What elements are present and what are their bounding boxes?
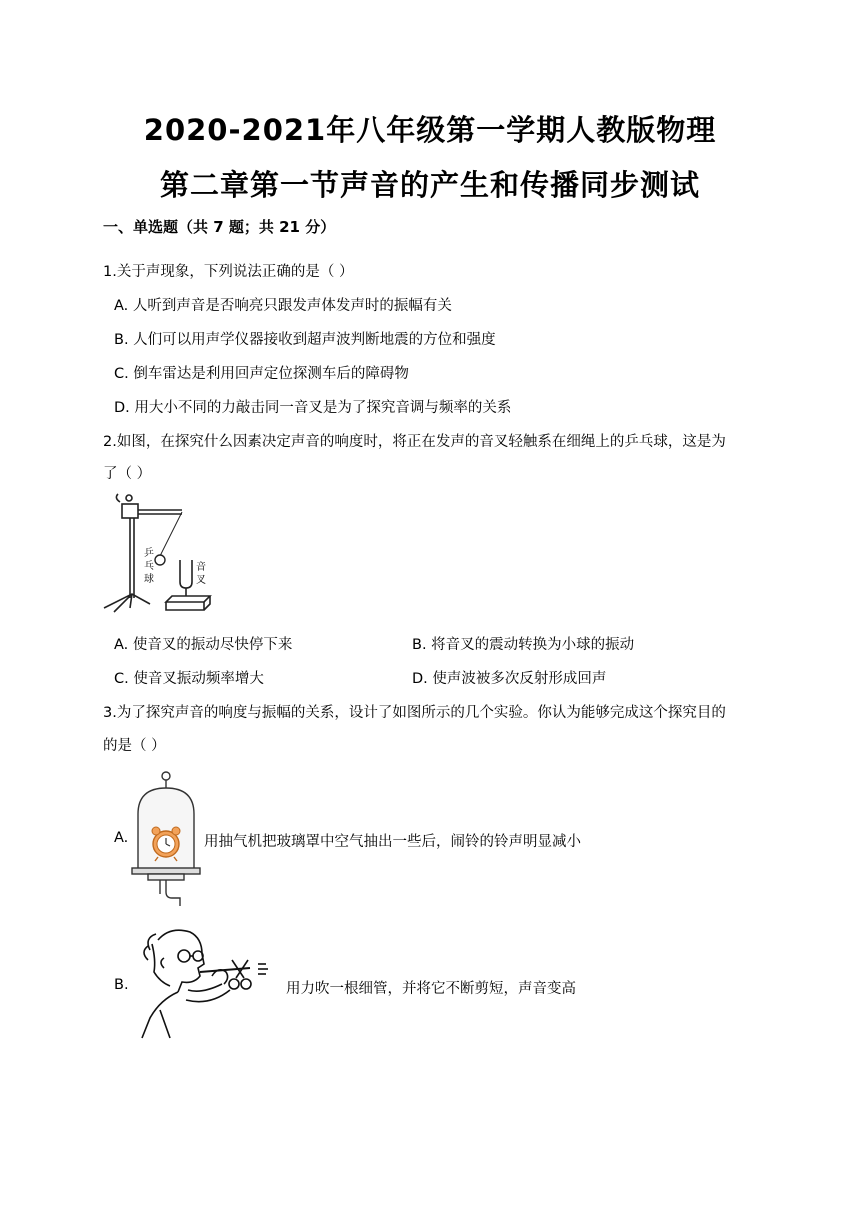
figure-label-ball-3: 球 (144, 574, 154, 585)
question-3-option-a-letter: A. (114, 830, 129, 846)
question-3-stem-line-1: 3.为了探究声音的响度与振幅的关系，设计了如图所示的几个实验。你认为能够完成这个探究目的 (103, 705, 726, 721)
tuning-fork-ping-pong-figure (100, 490, 220, 618)
question-1-stem: 1.关于声现象，下列说法正确的是（ ） (103, 264, 354, 280)
question-2-option-c: C. 使音叉振动频率增大 (114, 671, 264, 687)
figure-label-ball-1: 乒 (144, 548, 154, 559)
question-1-option-c: C. 倒车雷达是利用回声定位探测车后的障碍物 (114, 366, 409, 382)
document-title-line-2: 第二章第一节声音的产生和传播同步测试 (159, 168, 700, 202)
question-1-option-a: A. 人听到声音是否响亮只跟发声体发声时的振幅有关 (114, 298, 452, 314)
question-3-option-b-letter: B. (114, 977, 129, 993)
question-2-stem-line-2: 了（ ） (103, 466, 152, 482)
document-title-line-1: 2020-2021年八年级第一学期人教版物理 (143, 113, 717, 147)
question-3-stem-line-2: 的是（ ） (103, 738, 166, 754)
question-1-option-b: B. 人们可以用声学仪器接收到超声波判断地震的方位和强度 (114, 332, 496, 348)
question-2-option-d: D. 使声波被多次反射形成回声 (412, 671, 607, 687)
question-2-stem-line-1: 2.如图，在探究什么因素决定声音的响度时，将正在发声的音叉轻触系在细绳上的乒乓球，这是为 (103, 434, 726, 450)
person-blowing-tube-figure (130, 920, 286, 1042)
bell-jar-alarm-clock-figure (130, 768, 204, 908)
question-2-option-b: B. 将音叉的震动转换为小球的振动 (412, 637, 635, 653)
figure-label-fork-2: 叉 (196, 575, 206, 586)
question-1-option-d: D. 用大小不同的力敲击同一音叉是为了探究音调与频率的关系 (114, 400, 512, 416)
figure-label-fork-1: 音 (196, 562, 206, 573)
question-3-option-a-text: 用抽气机把玻璃罩中空气抽出一些后，闹铃的铃声明显减小 (204, 834, 581, 850)
question-3-option-b-text: 用力吹一根细管，并将它不断剪短，声音变高 (286, 981, 576, 997)
section-heading: 一、单选题（共 7 题；共 21 分） (103, 218, 336, 236)
figure-label-ball-2: 乓 (144, 561, 154, 572)
ping-pong-ball-icon (155, 555, 165, 565)
question-2-option-a: A. 使音叉的振动尽快停下来 (114, 637, 293, 653)
